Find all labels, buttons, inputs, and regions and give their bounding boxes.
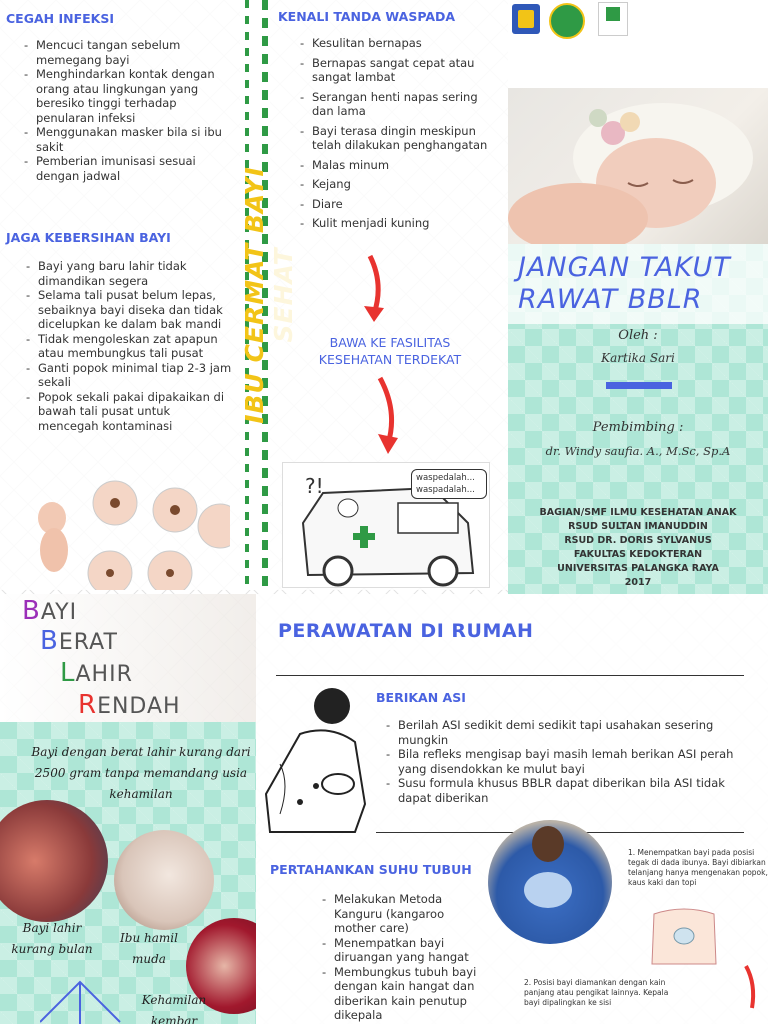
kebersihan-title: JAGA KEBERSIHAN BAYI xyxy=(6,230,171,245)
list-item: - Bayi terasa dingin meskipun telah dilakukan penghangatan xyxy=(300,124,502,153)
word-ayi: AYI xyxy=(40,600,78,625)
author-name: Kartika Sari xyxy=(601,351,675,365)
asi-title: BERIKAN ASI xyxy=(376,690,466,705)
list-item: - Menempatkan bayi diruangan yang hangat xyxy=(322,936,488,965)
list-item: - Malas minum xyxy=(300,158,502,173)
decorative-lines xyxy=(40,972,130,1024)
institution-line: FAKULTAS KEDOKTERAN xyxy=(573,549,703,560)
logo-emblem xyxy=(512,4,540,34)
suhu-list xyxy=(322,892,488,1023)
caption-young-mother: Ibu hamil muda xyxy=(120,931,178,966)
list-item: - Bernapas sangat cepat atau sangat lambat xyxy=(300,56,502,85)
down-arrow-icon xyxy=(374,376,404,460)
kmc-illustration-1 xyxy=(644,904,724,968)
acronym-line2 xyxy=(40,626,118,656)
caption-premature: Bayi lahir kurang bulan xyxy=(11,921,93,956)
list-item: - Selama tali pusat belum lepas, sebaiknya bayi diseka dan tidak dicelupkan ke dalam bak mandi xyxy=(26,288,234,332)
kebersihan-list xyxy=(26,259,234,433)
fasilitas-text: BAWA KE FASILITAS KESEHATAN TERDEKAT xyxy=(318,335,462,367)
logo-university xyxy=(549,3,585,39)
cover-title-line1: JANGAN TAKUT xyxy=(518,252,731,283)
institution-line: BAGIAN/SMF ILMU KESEHATAN ANAK xyxy=(539,507,737,518)
waspada-list xyxy=(300,36,502,236)
caption-twins: Kehamilan kembar xyxy=(141,993,207,1024)
pembimbing-name: dr. Windy saufia. A., M.Sc, Sp.A xyxy=(545,444,731,458)
kmc-step-1: 1. Menempatkan bayi pada posisi tegak di dada ibunya. Bayi dibiarkan telanjang hanya mengenakan popok, kaus kaki dan topi xyxy=(628,848,768,887)
vertical-title: IBU CERMAT BAYI xyxy=(240,166,269,424)
list-item: - Melakukan Metoda Kanguru (kangaroo mother care) xyxy=(322,892,488,936)
acronym-line4 xyxy=(78,690,181,720)
home-care-panel xyxy=(256,594,768,1024)
list-item: - Mencuci tangan sebelum memegang bayi xyxy=(24,38,234,67)
list-item: - Bila refleks mengisap bayi masih lemah berikan ASI perah yang disendokkan ke mulut bayi xyxy=(386,747,750,776)
down-arrow-icon xyxy=(740,964,762,1018)
cegah-infeksi-title: CEGAH INFEKSI xyxy=(6,11,114,26)
list-item: - Kesulitan bernapas xyxy=(300,36,502,51)
acronym-line1 xyxy=(22,596,77,626)
bblr-definition: Bayi dengan berat lahir kurang dari 2500 gram tanpa memandang usia kehamilan xyxy=(31,745,251,801)
logo-hospital xyxy=(598,2,628,36)
kangaroo-care-photo xyxy=(488,820,612,944)
breastfeeding-illustration xyxy=(260,684,376,834)
cover-title-line2: RAWAT BBLR xyxy=(518,284,703,315)
cegah-infeksi-list xyxy=(24,38,234,183)
logo-header xyxy=(508,0,768,98)
list-item: - Membungkus tubuh bayi dengan kain hangat dan diberikan kain penutup dikepala xyxy=(322,965,488,1023)
institution-line: 2017 xyxy=(624,577,652,588)
divider xyxy=(276,675,744,676)
letter-b1: B xyxy=(22,596,41,626)
list-item: - Menggunakan masker bila si ibu sakit xyxy=(24,125,234,154)
cover-title-box xyxy=(508,244,768,324)
panel-tips xyxy=(0,0,240,590)
vertical-title-bar xyxy=(240,0,270,590)
svg-text:?!: ?! xyxy=(305,474,324,498)
acronym-line3 xyxy=(60,658,133,688)
list-item: - Tidak mengoleskan zat apapun atau membungkus tali pusat xyxy=(26,332,234,361)
list-item: - Pemberian imunisasi sesuai dengan jadwal xyxy=(24,154,234,183)
list-item: - Kulit menjadi kuning xyxy=(300,216,502,231)
list-item: - Diare xyxy=(300,197,502,212)
baby-photo xyxy=(508,88,768,258)
pregnant-woman-photo xyxy=(114,830,214,930)
bblr-definition-panel xyxy=(0,722,256,1024)
list-item: - Berilah ASI sedikit demi sedikit tapi usahakan sesering mungkin xyxy=(386,718,750,747)
institution-block xyxy=(508,506,768,590)
institution-line: UNIVERSITAS PALANGKA RAYA xyxy=(557,563,719,574)
word-erat: ERAT xyxy=(58,630,118,655)
speech-bubble: waspedalah... waspadalah... xyxy=(411,469,487,499)
list-item: - Bayi yang baru lahir tidak dimandikan segera xyxy=(26,259,234,288)
premature-baby-photo xyxy=(0,800,108,922)
asi-list xyxy=(386,718,750,805)
list-item: - Ganti popok minimal tiap 2-3 jam sekali xyxy=(26,361,234,390)
divider xyxy=(606,382,672,389)
list-item: - Susu formula khusus BBLR dapat diberikan bila ASI tidak dapat diberikan xyxy=(386,776,750,805)
institution-line: RSUD SULTAN IMANUDDIN xyxy=(568,521,708,532)
oleh-label: Oleh : xyxy=(618,328,658,343)
pembimbing-label: Pembimbing : xyxy=(592,420,684,435)
letter-b2: B xyxy=(40,626,59,656)
suhu-title: PERTAHANKAN SUHU TUBUH xyxy=(270,862,472,877)
bblr-acronym-panel xyxy=(0,594,256,722)
list-item: - Kejang xyxy=(300,177,502,192)
list-item: - Popok sekali pakai dipakaikan di bawah tali pusat untuk mencegah kontaminasi xyxy=(26,390,234,434)
cover-panel xyxy=(508,244,768,594)
ambulance-illustration xyxy=(282,462,490,588)
list-item: - Serangan henti napas sering dan lama xyxy=(300,90,502,119)
kmc-step-2: 2. Posisi bayi diamankan dengan kain panjang atau pengikat lainnya. Kepala bayi dipalingkan ke sisi xyxy=(524,978,669,1007)
waspada-title: KENALI TANDA WASPADA xyxy=(278,9,456,24)
letter-r: R xyxy=(78,690,98,720)
down-arrow-icon xyxy=(362,254,392,328)
institution-line: RSUD DR. DORIS SYLVANUS xyxy=(564,535,712,546)
list-item: - Menghindarkan kontak dengan orang atau lingkungan yang beresiko tinggi terhadap penularan infeksi xyxy=(24,67,234,125)
panel-warning-signs xyxy=(270,0,508,590)
home-care-title: PERAWATAN DI RUMAH xyxy=(278,620,534,642)
word-ahir: AHIR xyxy=(75,662,133,687)
letter-l: L xyxy=(60,658,76,688)
word-endah: ENDAH xyxy=(97,694,181,719)
umbilical-care-illustration xyxy=(30,478,230,590)
